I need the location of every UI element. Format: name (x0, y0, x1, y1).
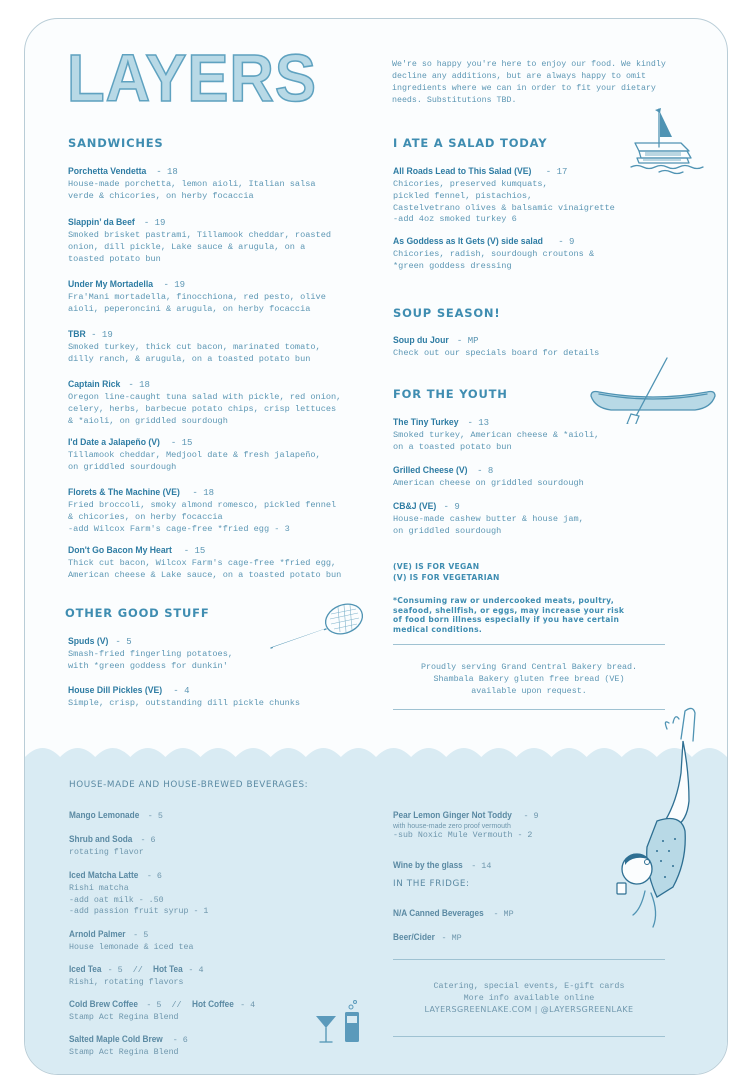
beverage-name: Salted Maple Cold Brew (69, 1034, 163, 1044)
item-name: The Tiny Turkey (393, 417, 459, 427)
beverage-price: 4 (250, 1000, 256, 1010)
beverage-item: Mango Lemonade - 5 (69, 810, 163, 821)
beverages-heading: HOUSE-MADE AND HOUSE-BREWED BEVERAGES: (69, 780, 309, 790)
item-price: 5 (126, 637, 132, 647)
item-price: 8 (487, 466, 494, 476)
beverage-item: Cold Brew Coffee - 5 // Hot Coffee - 4 Stamp Act Regina Blend (69, 994, 369, 1029)
beverage-description: Rishi, rotating flavors (69, 978, 184, 987)
menu-item: House Dill Pickles (VE) - 4 Simple, crisp, outstanding dill pickle chunks (68, 680, 348, 710)
beverage-name: Mango Lemonade (69, 810, 140, 820)
beverage-item: Pear Lemon Ginger Not Toddy - 9 with house-made zero proof vermouth -sub Noxic Mule Vermouth - 2 (393, 805, 633, 855)
contact-line-1: Catering, special events, E-gift cards (433, 981, 625, 991)
item-description: Oregon line-caught tuna salad with pickle, red onion, celery, herbs, barbecue potato chips, crisp lettuces & *aioli, on griddled sourdough (68, 392, 342, 426)
divider (393, 959, 665, 960)
beverage-price: 5 (143, 930, 149, 940)
item-name: Spuds (V) (68, 636, 109, 646)
vegan-legend: (VE) IS FOR VEGAN (393, 562, 480, 571)
menu-item: As Goddess as It Gets (V) side salad - 9 Chicories, radish, sourdough croutons & *green goddess dressing (393, 231, 693, 273)
item-description: Smash-fried fingerling potatoes, with *green goddess for dunkin' (68, 649, 234, 671)
beverage-item: Wine by the glass - 14 (393, 860, 492, 871)
menu-item: All Roads Lead to This Salad (VE) - 17 Chicories, preserved kumquats, pickled fennel, pistachios, Castelvetrano olives & balsamic vinaigrette -add 4oz smoked turkey 6 (393, 161, 693, 231)
sandwiches-list (68, 161, 378, 582)
divider (393, 644, 665, 645)
logo: LAYERS (67, 41, 317, 116)
salad-heading: I ATE A SALAD TODAY (393, 136, 548, 150)
beverage-price: 4 (198, 965, 204, 975)
diver-illustration (585, 701, 725, 931)
contact-info (393, 981, 665, 1016)
item-description: House-made porchetta, lemon aioli, Italian salsa verde & chicories, on herby focaccia (68, 179, 316, 201)
item-description: Smoked turkey, thick cut bacon, marinated tomato, dilly ranch, & arugula, on a toasted potato bun (68, 342, 321, 364)
beverage-name: Hot Coffee (191, 999, 234, 1009)
menu-item: Don't Go Bacon My Heart - 15 Thick cut bacon, Wilcox Farm's cage-free *fried egg, American cheese & Lake sauce, on a toasted potato bun (68, 540, 378, 582)
item-name: Under My Mortadella (68, 279, 154, 289)
item-price: 9 (454, 502, 460, 512)
item-description: Smoked brisket pastrami, Tillamook cheddar, roasted onion, dill pickle, Lake sauce & arugula, on a toasted potato bun (68, 230, 332, 264)
beverage-price: 14 (481, 861, 492, 871)
food-safety-warning: *Consuming raw or undercooked meats, poultry, seafood, shellfish, or eggs, may increase your risk of food born illness especially if you have certain medical conditions. (393, 596, 625, 634)
item-price: 15 (194, 546, 206, 556)
beverage-price: MP (503, 909, 514, 919)
item-price: 18 (167, 167, 178, 177)
beverage-price: MP (451, 933, 462, 943)
item-name: Don't Go Bacon My Heart (68, 545, 172, 555)
divider (393, 1036, 665, 1037)
beverage-description: House lemonade & iced tea (69, 943, 194, 952)
beverage-price: 5 (156, 1000, 162, 1010)
item-price: 15 (181, 438, 193, 448)
beverage-item: Salted Maple Cold Brew - 6 Stamp Act Regina Blend (69, 1029, 369, 1059)
item-description: Check out our specials board for details (393, 348, 600, 358)
fridge-heading: IN THE FRIDGE: (393, 879, 470, 889)
beverage-price: 6 (150, 835, 156, 845)
menu-item: The Tiny Turkey - 13 Smoked turkey, American cheese & *aioli, on a toasted potato bun (393, 412, 693, 460)
beverage-description: Rishi matcha -add oat milk - .50 -add passion fruit syrup - 1 (69, 884, 209, 916)
item-description: House-made cashew butter & house jam, on griddled sourdough (393, 514, 584, 536)
item-price: 19 (101, 330, 113, 340)
beverage-name: Cold Brew Coffee (69, 999, 138, 1009)
menu-item: TBR - 19 Smoked turkey, thick cut bacon, marinated tomato, dilly ranch, & arugula, on a toasted potato bun (68, 324, 378, 374)
item-description: Smoked turkey, American cheese & *aioli, on a toasted potato bun (393, 430, 600, 452)
salad-list (393, 161, 693, 273)
beverage-name: Iced Matcha Latte (69, 870, 139, 880)
beverage-name: Hot Tea (152, 964, 183, 974)
soup-heading: SOUP SEASON! (393, 306, 501, 320)
item-description: Thick cut bacon, Wilcox Farm's cage-free *fried egg, American cheese & Lake sauce, on a toasted potato bun (68, 558, 342, 580)
beverage-price: 6 (182, 1035, 188, 1045)
beverage-item: Iced Tea - 5 // Hot Tea - 4 Rishi, rotating flavors (69, 959, 369, 994)
beverage-name: Iced Tea (69, 964, 102, 974)
menu-item: Soup du Jour - MP Check out our specials board for details (393, 330, 693, 360)
beverage-description: -sub Noxic Mule Vermouth - 2 (393, 831, 533, 840)
beverage-price: 5 (157, 811, 163, 821)
beverage-item: Shrub and Soda - 6 rotating flavor (69, 829, 369, 865)
item-name: All Roads Lead to This Salad (VE) (393, 166, 532, 176)
sandwiches-heading: SANDWICHES (68, 136, 164, 150)
menu-item: Spuds (V) - 5 Smash-fried fingerling potatoes, with *green goddess for dunkin' (68, 631, 348, 680)
beverage-name: Pear Lemon Ginger Not Toddy (393, 810, 512, 820)
drinks-icon (313, 999, 365, 1047)
beverage-name: Beer/Cider (393, 932, 435, 942)
youth-list (393, 412, 693, 538)
item-name: House Dill Pickles (VE) (68, 685, 163, 695)
beverage-price: 6 (156, 871, 162, 881)
item-name: Grilled Cheese (V) (393, 465, 468, 475)
beverage-name: N/A Canned Beverages (393, 908, 484, 918)
item-name: Soup du Jour (393, 335, 449, 345)
menu-card (24, 18, 728, 1075)
beverage-price: 9 (533, 811, 539, 821)
vegetarian-legend: (V) IS FOR VEGETARIAN (393, 573, 500, 582)
beverage-price: 5 (117, 965, 123, 975)
menu-item: Captain Rick - 18 Oregon line-caught tuna salad with pickle, red onion, celery, herbs, barbecue potato chips, crisp lettuces & *aioli, on griddled sourdough (68, 374, 378, 432)
item-description: American cheese on griddled sourdough (393, 478, 584, 488)
menu-item: Grilled Cheese (V) - 8 American cheese on griddled sourdough (393, 460, 693, 496)
item-price: 18 (203, 488, 214, 498)
other-heading: OTHER GOOD STUFF (65, 606, 210, 620)
item-description: Fra'Mani mortadella, finocchiona, red pesto, olive aioli, peperoncini & arugula, on herby focaccia (68, 292, 326, 314)
menu-item: Porchetta Vendetta - 18 House-made porchetta, lemon aioli, Italian salsa verde & chicories, on herby focaccia (68, 161, 378, 212)
item-price: 17 (556, 167, 568, 177)
beverage-description: Stamp Act Regina Blend (69, 1013, 179, 1022)
item-description: Fried broccoli, smoky almond romesco, pickled fennel & chicories, on herby focaccia -add Wilcox Farm's cage-free *fried egg - 3 (68, 500, 337, 534)
item-name: I'd Date a Jalapeño (V) (68, 437, 160, 447)
item-price: 13 (478, 418, 490, 428)
item-price: 9 (569, 237, 575, 247)
item-name: Porchetta Vendetta (68, 166, 147, 176)
item-name: CB&J (VE) (393, 501, 437, 511)
beverage-subtitle: with house-made zero proof vermouth (393, 823, 511, 830)
beverage-item: N/A Canned Beverages - MP (393, 908, 514, 919)
item-price: 18 (139, 380, 150, 390)
item-price: 4 (184, 686, 190, 696)
item-description: Tillamook cheddar, Medjool date & fresh jalapeño, on griddled sourdough (68, 450, 321, 472)
item-price: 19 (154, 218, 166, 228)
beverage-name: Arnold Palmer (69, 929, 126, 939)
menu-item: I'd Date a Jalapeño (V) - 15 Tillamook cheddar, Medjool date & fresh jalapeño, on griddled sourdough (68, 432, 378, 482)
contact-line-2: More info available online (463, 992, 595, 1003)
website-link[interactable]: LAYERSGREENLAKE.COM | @LAYERSGREENLAKE (424, 1005, 634, 1014)
beverage-item: Arnold Palmer - 5 House lemonade & iced tea (69, 924, 369, 959)
intro-text: We're so happy you're here to enjoy our food. We kindly decline any additions, but are always happy to omit ingredients where we can in order to fit your dietary needs. Substitutions TBD. (392, 60, 666, 105)
item-name: As Goddess as It Gets (V) side salad (393, 236, 543, 246)
beverage-item: Beer/Cider - MP (393, 932, 462, 943)
item-name: TBR (68, 329, 86, 339)
item-description: Chicories, preserved kumquats, pickled fennel, pistachios, Castelvetrano olives & balsamic vinaigrette -add 4oz smoked turkey 6 (393, 179, 615, 225)
menu-item: Florets & The Machine (VE) - 18 Fried broccoli, smoky almond romesco, pickled fennel & chicories, on herby focaccia -add Wilcox Farm's cage-free *fried egg - 3 (68, 482, 378, 540)
menu-item: Slappin’ da Beef - 19 Smoked brisket pastrami, Tillamook cheddar, roasted onion, dill pickle, Lake sauce & arugula, on a toasted potato bun (68, 212, 378, 274)
beverage-description: Stamp Act Regina Blend (69, 1048, 179, 1057)
beverage-item: Iced Matcha Latte - 6 Rishi matcha -add oat milk - .50 -add passion fruit syrup - 1 (69, 865, 369, 924)
item-price: 19 (174, 280, 186, 290)
item-name: Captain Rick (68, 379, 121, 389)
item-description: Chicories, radish, sourdough croutons & *green goddess dressing (393, 249, 595, 271)
item-name: Slappin’ da Beef (68, 217, 135, 227)
tennis-racket-icon (268, 599, 368, 655)
menu-item: Under My Mortadella - 19 Fra'Mani mortadella, finocchiona, red pesto, olive aioli, peperoncini & arugula, on herby focaccia (68, 274, 378, 324)
beverage-name: Wine by the glass (393, 860, 463, 870)
beverage-name: Shrub and Soda (69, 834, 133, 844)
item-name: Florets & The Machine (VE) (68, 487, 180, 497)
menu-item: CB&J (VE) - 9 House-made cashew butter & house jam, on griddled sourdough (393, 496, 693, 538)
youth-heading: FOR THE YOUTH (393, 387, 508, 401)
beverage-description: rotating flavor (69, 848, 144, 857)
item-price: MP (467, 336, 479, 346)
item-description: Simple, crisp, outstanding dill pickle chunks (68, 698, 301, 708)
bread-note: Proudly serving Grand Central Bakery bread. Shambala Bakery gluten free bread (VE) available upon request. (420, 662, 638, 696)
